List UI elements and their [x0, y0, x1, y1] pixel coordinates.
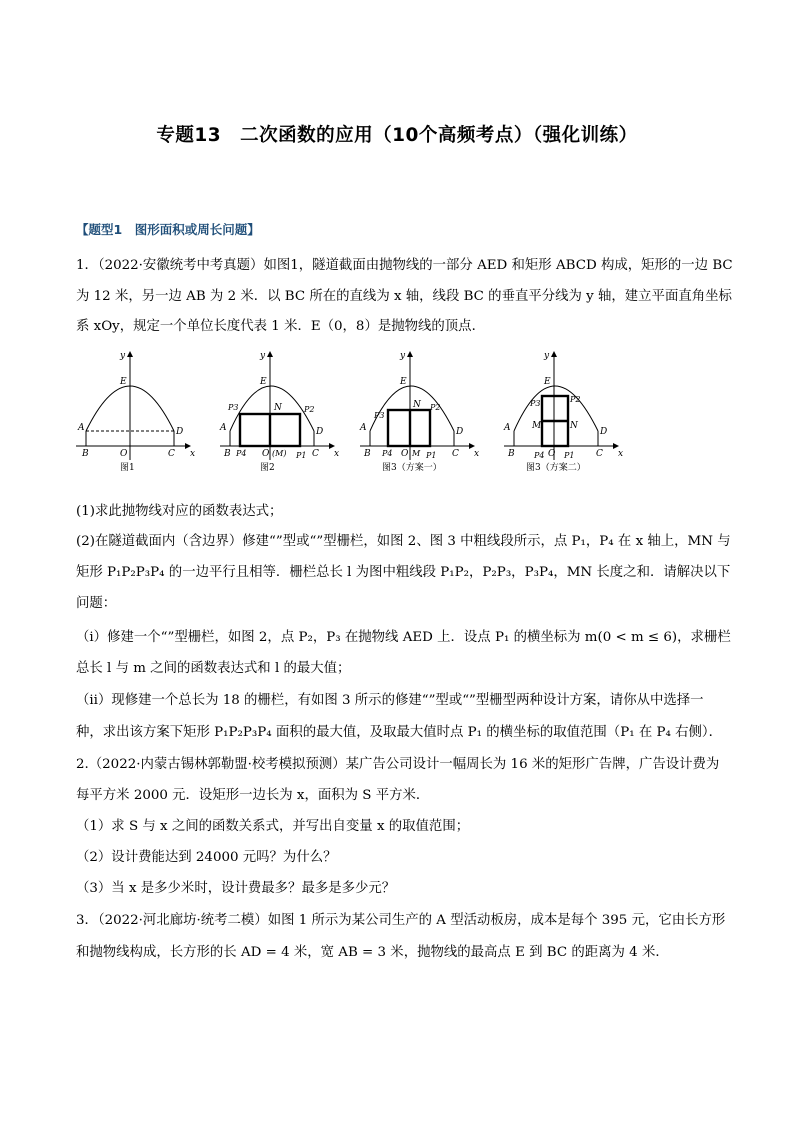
fig3a-label: M [412, 449, 421, 458]
fig2-label: P1 [296, 451, 307, 460]
section-header: 【题型1 图形面积或周长问题】 [76, 222, 260, 237]
fig3b-caption: 图3（方案二） [526, 463, 586, 473]
fig2-label: N [274, 403, 282, 413]
fig3a-label: D [456, 427, 464, 437]
fig3a-label: C [452, 449, 459, 459]
text-line: 种，求出该方案下矩形 P₁P₂P₃P₄ 面积的最大值，及取最大值时点 P₁ 的横坐标的取值范围（P₁ 在 P₄ 右侧）． [76, 725, 722, 740]
text-line: （2）设计费能达到 24000 元吗？为什么？ [76, 850, 337, 865]
fig2-label: P2 [304, 405, 315, 414]
text-line: 系 xOy，规定一个单位长度代表 1 米．E（0，8）是抛物线的顶点． [76, 319, 485, 334]
fig1-label-a: A [78, 423, 85, 433]
fig3a-label: P1 [426, 451, 437, 460]
fig3b-label: P4 [534, 451, 545, 460]
text-line: 和抛物线构成，长方形的长 AD = 4 米，宽 AB = 3 米，抛物线的最高点 E 到 BC 的距离为 4 米． [76, 945, 669, 960]
text-line: 问题： [76, 596, 117, 611]
fig2-label: P3 [228, 403, 239, 412]
fig3b-label: P3 [530, 399, 541, 408]
fig3b-label: P2 [570, 395, 581, 404]
fig2-label: x [334, 449, 340, 459]
fig1-label-e: E [120, 377, 127, 387]
figure-row [70, 348, 730, 476]
fig3a-label: P2 [430, 403, 441, 412]
fig1-label-b: B [82, 449, 89, 459]
fig2-label: C [312, 449, 319, 459]
text-line: （3）当 x 是多少米时，设计费最多？最多是多少元？ [76, 881, 396, 896]
fig3b-label: A [504, 423, 511, 433]
fig3a-label: P3 [374, 411, 385, 420]
fig1-label-x: x [190, 449, 196, 459]
fig2-label: P4 [236, 449, 247, 458]
fig3b-label: x [618, 449, 624, 459]
text-line: （ⅰ）修建一个“”型栅栏，如图 2，点 P₂，P₃ 在抛物线 AED 上．设点 P₁ 的横坐标为 m(0 < m ≤ 6)，求栅栏 [76, 630, 731, 645]
fig3a-label: A [360, 423, 367, 433]
fig1-label-o: O [120, 449, 128, 459]
text-line: 为 12 米，另一边 AB 为 2 米．以 BC 所在的直线为 x 轴，线段 BC 的垂直平分线为 y 轴，建立平面直角坐标 [76, 289, 732, 304]
fig3a-label: P4 [382, 449, 393, 458]
fig3b-label: M [532, 421, 542, 431]
fig3a-label: y [400, 351, 406, 361]
fig3b-label: E [544, 377, 551, 387]
text-line: （1）求 S 与 x 之间的函数关系式，并写出自变量 x 的取值范围； [76, 819, 470, 834]
fig2-label: y [260, 351, 266, 361]
fig1-label-y: y [120, 351, 126, 361]
fig3a-label: O [401, 449, 409, 459]
fig3a-label: x [474, 449, 480, 459]
fig1-label-d: D [176, 427, 184, 437]
fig3a-label: B [364, 449, 371, 459]
fig3b-label: O [548, 449, 556, 459]
fig3b-label: C [596, 449, 603, 459]
fig2-label: (M) [272, 449, 287, 458]
text-line: (2)在隧道截面内（含边界）修建“”型或“”型栅栏，如图 2、图 3 中粗线段所示，点 P₁，P₄ 在 x 轴上，MN 与 [76, 534, 731, 549]
fig2-label: E [260, 377, 267, 387]
fig2-label: D [316, 427, 324, 437]
fig2-label: O [262, 449, 270, 459]
fig2-label: A [220, 423, 227, 433]
figure-3a [359, 351, 479, 473]
fig1-label-c: C [168, 449, 175, 459]
fig3a-caption: 图3（方案一） [382, 463, 442, 473]
fig3a-label: N [413, 400, 421, 410]
text-line: 3．（2022·河北廊坊·统考二模）如图 1 所示为某公司生产的 A 型活动板房，成本是每个 395 元，它由长方形 [76, 913, 726, 928]
page-title: 专题13 二次函数的应用（10个高频考点）（强化训练） [156, 125, 638, 146]
fig3b-label: N [570, 421, 578, 431]
fig2-caption: 图2 [260, 463, 275, 473]
fig3a-label: E [400, 377, 407, 387]
fig3b-label: B [508, 449, 515, 459]
text-line: 2.（2022·内蒙古锡林郭勒盟·校考模拟预测）某广告公司设计一幅周长为 16 米的矩形广告牌，广告设计费为 [76, 757, 720, 772]
fig2-label: B [224, 449, 231, 459]
fig3b-label: y [544, 351, 550, 361]
fig1-caption: 图1 [120, 463, 135, 473]
text-line: （ⅱ）现修建一个总长为 18 的栅栏，有如图 3 所示的修建“”型或“”型栅型两种设计方案，请你从中选择一 [76, 693, 704, 708]
text-line: 每平方米 2000 元．设矩形一边长为 x，面积为 S 平方米． [76, 788, 430, 803]
figure-3b [503, 351, 623, 473]
text-line: 1．（2022·安徽统考中考真题）如图1，隧道截面由抛物线的一部分 AED 和矩形 ABCD 构成，矩形的一边 BC [76, 258, 733, 273]
fig3b-label: P1 [564, 451, 575, 460]
text-line: 矩形 P₁P₂P₃P₄ 的一边平行且相等．栅栏总长 l 为图中粗线段 P₁P₂，P₂P₃，P₃P₄，MN 长度之和．请解决以下 [76, 565, 731, 580]
fig3b-label: D [600, 427, 608, 437]
figure-1 [76, 351, 195, 473]
figure-2 [219, 351, 339, 473]
text-line: (1)求此抛物线对应的函数表达式； [76, 504, 283, 519]
text-line: 总长 l 与 m 之间的函数表达式和 l 的最大值； [76, 661, 351, 676]
